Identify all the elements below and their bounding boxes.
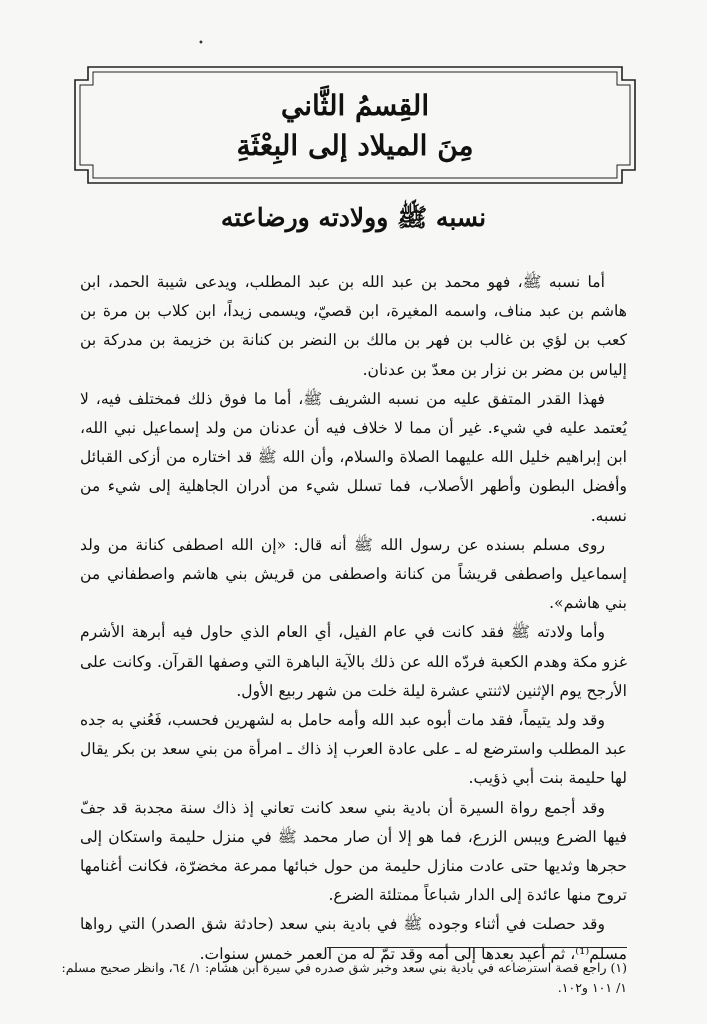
section-title-line2: مِنَ الميلاد إلى البِعْثَةِ bbox=[236, 129, 474, 162]
paragraph-agreed-lineage: فهذا القدر المتفق عليه من نسبه الشريف ﷺ، أما ما فوق ذلك فمختلف فيه، لا يُعتمد عليه في شيء. غير أن مما لا خلاف فيه أن عدنان من ولد إسماعيل نبي الله، ابن إبراهيم خليل الله عليهما الصلاة والسلام، وأن الله ﷺ قد اختاره من أزكى القبائل وأفضل البطون وأطهر الأصلاب، فما تسلل شيء من أدران الجاهلية إلى شيء من نسبه. bbox=[80, 389, 627, 525]
paragraph-hadith: روى مسلم بسنده عن رسول الله ﷺ أنه قال: «إن الله اصطفى كنانة من ولد إسماعيل واصطفى قريشاً من كنانة واصطفى من قريش بني هاشم واصطفاني من بني هاشم». bbox=[80, 535, 627, 613]
paragraph-orphan: وقد ولد يتيماً، فقد مات أبوه عبد الله وأمه حامل به لشهرين فحسب، فَعُني به جده عبد المطلب واسترضع له ـ على عادة العرب إذ ذاك ـ امرأة من بني سعد بن بكر يقال لها حليمة بنت أبي ذؤيب. bbox=[80, 711, 627, 788]
page-mark: • bbox=[198, 38, 204, 49]
paragraph-birth: وأما ولادته ﷺ فقد كانت في عام الفيل، أي العام الذي حاول فيه أبرهة الأشرم غزو مكة وهدم الكعبة فردّه الله عن ذلك بالآية الباهرة التي وصفها القرآن. وكانت على الأرجح يوم الإثنين لاثنتي عشرة ليلة خلت من شهر ربيع الأول. bbox=[80, 623, 627, 700]
footnote-divider bbox=[327, 947, 627, 948]
paragraph-bani-saad: وقد أجمع رواة السيرة أن بادية بني سعد كانت تعاني إذ ذاك سنة مجدبة قد جفّ فيها الضرع ويبس الزرع، فما هو إلا أن صار محمد ﷺ في منزل حليمة واستكان إلى حجرها وثديها حتى عادت منازل حليمة من حول خبائها ممرعة مخضرّة، فكانت أغنامها تروح منها عائدة إلى الدار شباعاً ممتلئة الضرع. bbox=[80, 798, 627, 905]
footnote: (١) راجع قصة استرضاعه في بادية بني سعد وخبر شق صدره في سيرة ابن هشام: ١/ ٦٤، وانظر صحيح مسلم: ١/ ١٠١ و١٠٢. bbox=[61, 960, 627, 995]
body-text bbox=[80, 268, 627, 969]
chapter-heading: نسبه ﷺ وولادته ورضاعته bbox=[220, 203, 487, 232]
paragraph-lineage: أما نسبه ﷺ، فهو محمد بن عبد الله بن عبد المطلب، ويدعى شيبة الحمد، ابن هاشم بن عبد مناف، واسمه المغيرة، ابن قصيّ، ويسمى زيداً، ابن كلاب بن مرة بن كعب بن لؤي بن غالب بن فهر بن مالك بن النضر بن كنانة بن خزيمة بن مدركة بن إلياس بن مضر بن نزار بن معدّ بن عدنان. bbox=[80, 273, 627, 379]
section-title-box bbox=[74, 66, 636, 184]
paragraph-chest-splitting: وقد حصلت في أثناء وجوده ﷺ في بادية بني سعد (حادثة شق الصدر) التي رواها مسلم⁽¹⁾، ثم أعيد بعدها إلى أمه وقد تمّ له من العمر خمس سنوات. bbox=[80, 915, 627, 963]
section-title-line1: القِسمُ الثَّاني bbox=[280, 89, 430, 122]
section-title bbox=[74, 86, 636, 166]
